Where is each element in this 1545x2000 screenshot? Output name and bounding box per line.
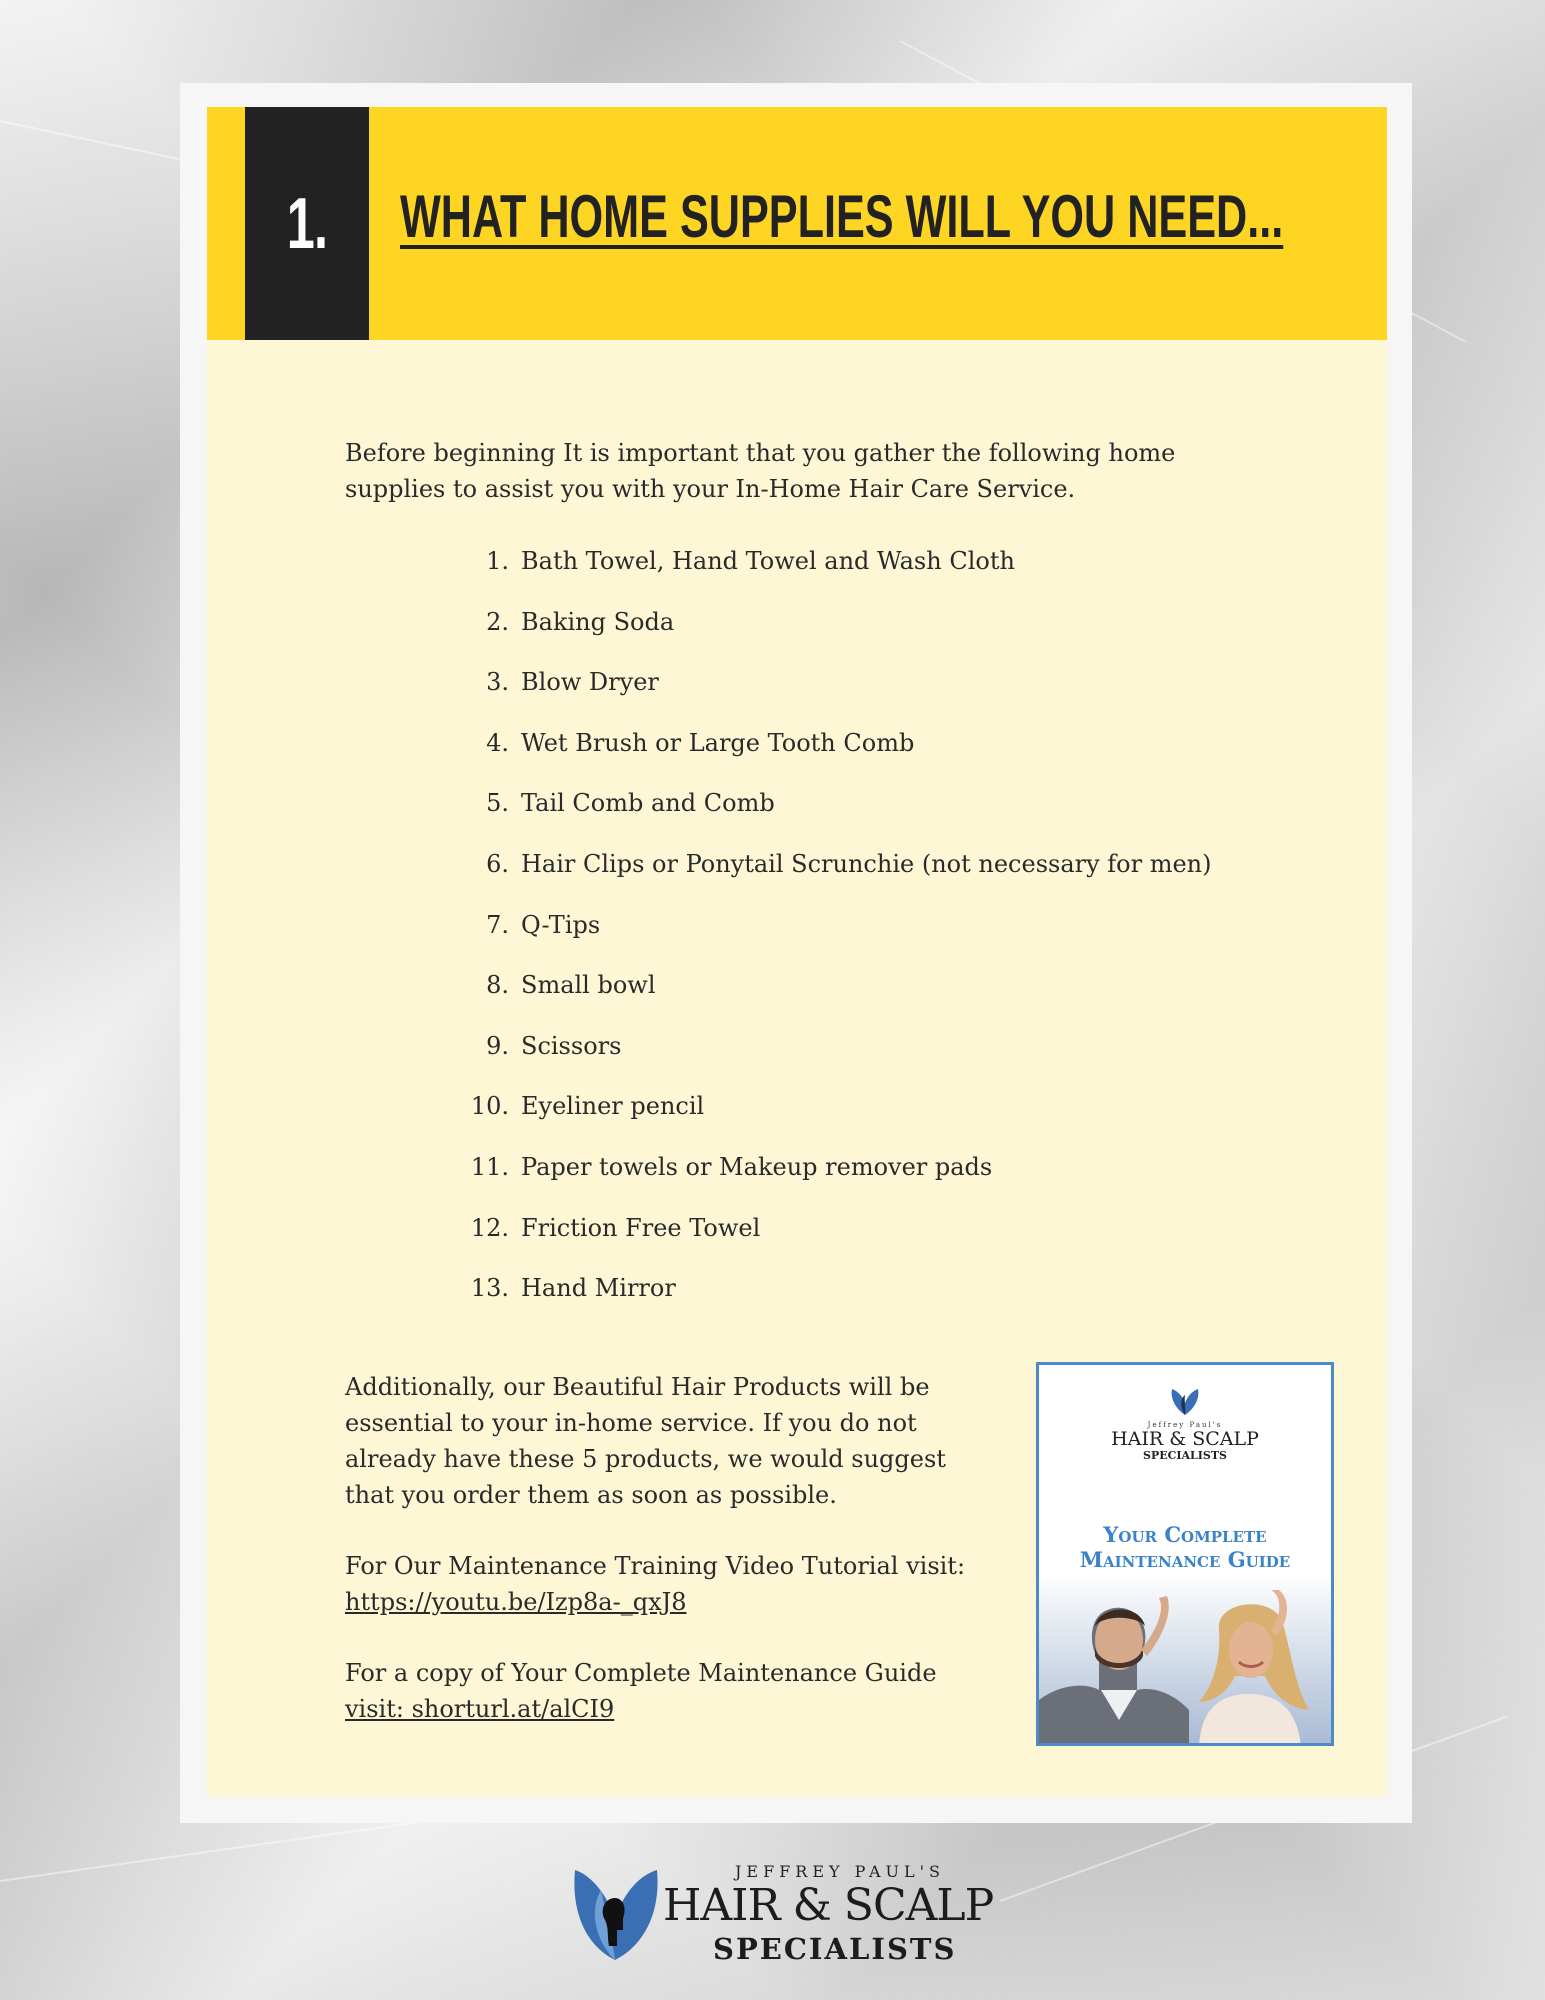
- footer-logo-specialists: SPECIALISTS: [713, 1932, 957, 1966]
- list-item: 12. Friction Free Towel: [457, 1214, 1212, 1275]
- guide-cover-small: Jeffrey Paul's: [1147, 1421, 1223, 1429]
- list-item: 9. Scissors: [457, 1032, 1212, 1093]
- guide-cover-logo: [1039, 1385, 1331, 1462]
- list-item: 8. Small bowl: [457, 971, 1212, 1032]
- list-item-label: Friction Free Towel: [521, 1213, 761, 1242]
- guide-paragraph: [345, 1655, 985, 1727]
- guide-cover-photo: [1039, 1590, 1331, 1746]
- list-item: 2. Baking Soda: [457, 608, 1212, 669]
- list-item: 6. Hair Clips or Ponytail Scrunchie (not necessary for men): [457, 850, 1212, 911]
- list-item: 3. Blow Dryer: [457, 668, 1212, 729]
- list-item-label: Hair Clips or Ponytail Scrunchie (not necessary for men): [521, 849, 1212, 878]
- list-item-label: Scissors: [521, 1031, 622, 1060]
- guide-label: For a copy of Your Complete Maintenance Guide: [345, 1659, 937, 1687]
- list-item-label: Small bowl: [521, 971, 656, 1000]
- list-item-label: Hand Mirror: [521, 1274, 676, 1303]
- list-item-label: Q-Tips: [521, 910, 601, 939]
- intro-paragraph: Before beginning It is important that you gather the following home supplies to assist you with your In-Home Hair Care Service.: [345, 439, 1176, 503]
- footer-logo: [565, 1850, 994, 1970]
- header-banner: [207, 107, 1387, 340]
- list-item-label: Eyeliner pencil: [521, 1092, 705, 1121]
- list-item: 5. Tail Comb and Comb: [457, 789, 1212, 850]
- supplies-list: [457, 547, 1212, 1335]
- bottom-text-block: [345, 1369, 985, 1762]
- maintenance-guide-cover: [1036, 1362, 1334, 1746]
- list-item-label: Blow Dryer: [521, 668, 659, 697]
- video-paragraph: [345, 1548, 985, 1620]
- list-item-label: Wet Brush or Large Tooth Comb: [521, 728, 915, 757]
- page-title: WHAT HOME SUPPLIES WILL YOU NEED...: [400, 183, 1284, 250]
- products-paragraph: Additionally, our Beautiful Hair Products will be essential to your in-home service. If you do not already have these 5 products, we would suggest that you order them as soon as possible.: [345, 1373, 946, 1509]
- list-item: 13. Hand Mirror: [457, 1274, 1212, 1335]
- guide-cover-specialists: SPECIALISTS: [1143, 1449, 1227, 1462]
- list-item-label: Bath Towel, Hand Towel and Wash Cloth: [521, 547, 1015, 575]
- list-item-label: Tail Comb and Comb: [521, 789, 775, 818]
- video-tutorial-link[interactable]: https://youtu.be/Izp8a-_qxJ8: [345, 1588, 687, 1616]
- footer-logo-small: JEFFREY PAUL'S: [735, 1862, 945, 1881]
- butterfly-head-icon: [565, 1850, 665, 1970]
- butterfly-icon: [1168, 1385, 1202, 1417]
- list-item-label: Baking Soda: [521, 607, 675, 636]
- footer-logo-brand: HAIR & SCALP: [663, 1880, 994, 1931]
- list-item: 10. Eyeliner pencil: [457, 1092, 1212, 1153]
- list-item: 1. Bath Towel, Hand Towel and Wash Cloth: [457, 547, 1212, 608]
- section-number-box: [245, 107, 369, 340]
- section-number: 1.: [286, 183, 328, 264]
- list-item: 11. Paper towels or Makeup remover pads: [457, 1153, 1212, 1214]
- content-card: [207, 107, 1387, 1797]
- list-item: 7. Q-Tips: [457, 911, 1212, 972]
- guide-cover-title: Your Complete Maintenance Guide: [1079, 1522, 1291, 1572]
- list-item-label: Paper towels or Makeup remover pads: [521, 1152, 993, 1181]
- list-item: 4. Wet Brush or Large Tooth Comb: [457, 729, 1212, 790]
- guide-link[interactable]: visit: shorturl.at/alCI9: [345, 1695, 615, 1723]
- guide-cover-brand: HAIR & SCALP: [1111, 1428, 1259, 1450]
- video-label: For Our Maintenance Training Video Tutorial visit:: [345, 1552, 966, 1580]
